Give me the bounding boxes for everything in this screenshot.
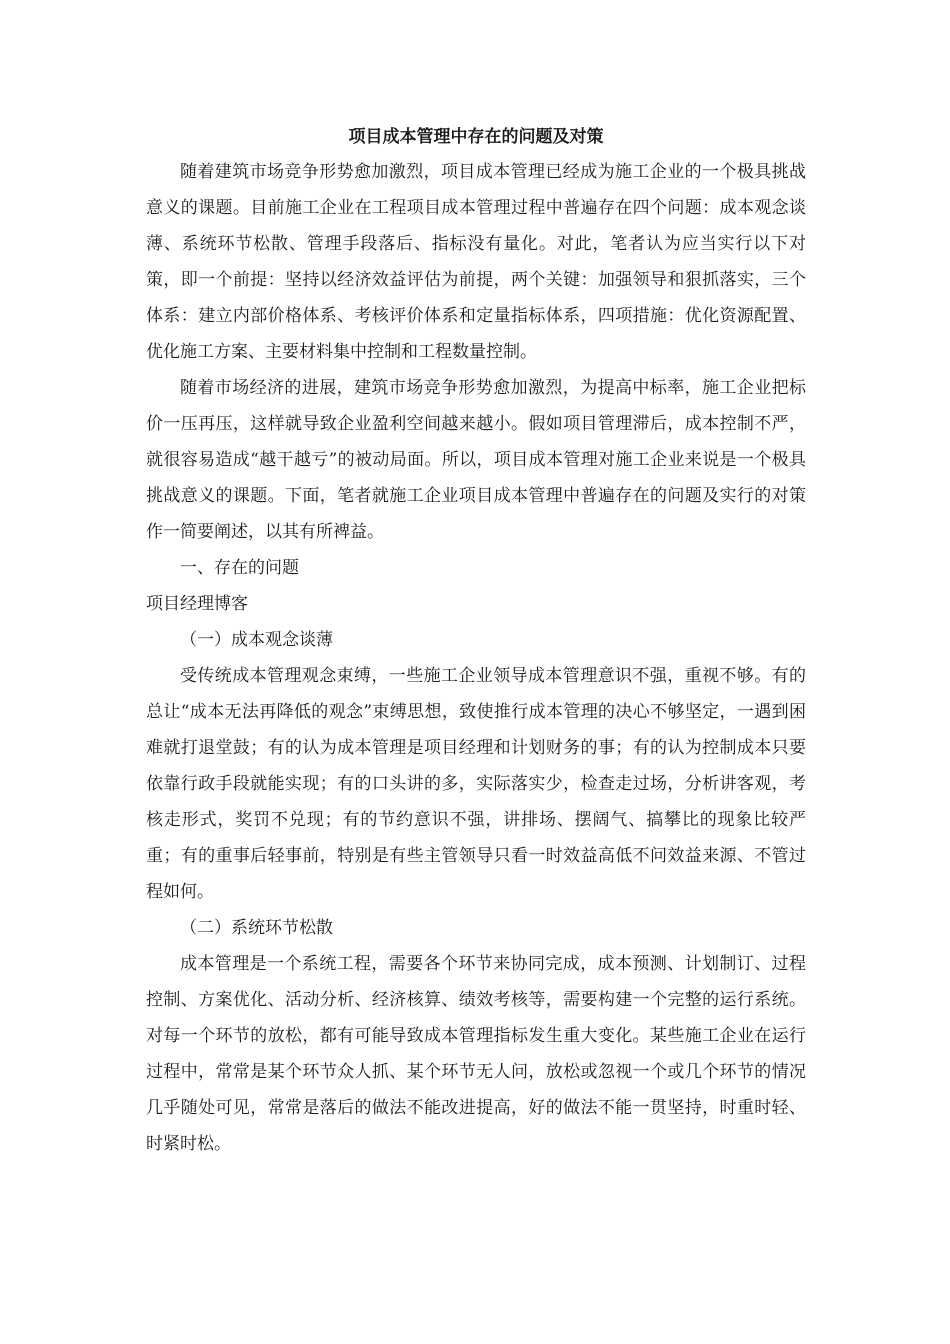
document-title: 项目成本管理中存在的问题及对策 — [348, 127, 604, 147]
background-paragraph: 随着市场经济的进展，建筑市场竞争形势愈加激烈，为提高中标率，施工企业把标价一压再压，这样就导致企业盈利空间越来越小。假如项目管理滞后，成本控制不严，就很容易造成“越干越亏”的被动局面。所以，项目成本管理对施工企业来说是一个极具挑战意义的课题。下面，笔者就施工企业项目成本管理中普遍存在的问题及实行的对策作一简要阐述，以其有所裨益。 — [146, 378, 806, 542]
document-body — [146, 120, 806, 1162]
intro-paragraph: 随着建筑市场竞争形势愈加激烈，项目成本管理已经成为施工企业的一个极具挑战意义的课题。目前施工企业在工程项目成本管理过程中普遍存在四个问题：成本观念谈薄、系统环节松散、管理手段落后、指标没有量化。对此，笔者认为应当实行以下对策，即一个前提：坚持以经济效益评估为前提，两个关键：加强领导和狠抓落实，三个体系：建立内部价格体系、考核评价体系和定量指标体系，四项措施：优化资源配置、优化施工方案、主要材料集中控制和工程数量控制。 — [146, 162, 806, 362]
subsection-1-body: 受传统成本管理观念束缚，一些施工企业领导成本管理意识不强，重视不够。有的总让“成本无法再降低的观念”束缚思想，致使推行成本管理的决心不够坚定，一遇到困难就打退堂鼓；有的认为成本管理是项目经理和计划财务的事；有的认为控制成本只要依靠行政手段就能实现；有的口头讲的多，实际落实少，检查走过场，分析讲客观，考核走形式，奖罚不兑现；有的节约意识不强，讲排场、摆阔气、搞攀比的现象比较严重；有的重事后轻事前，特别是有些主管领导只看一时效益高低不问效益来源、不管过程如何。 — [146, 666, 806, 902]
section-heading: 一、存在的问题 — [180, 558, 299, 578]
subsection-2-body: 成本管理是一个系统工程，需要各个环节来协同完成，成本预测、计划制订、过程控制、方案优化、活动分析、经济核算、绩效考核等，需要构建一个完整的运行系统。对每一个环节的放松，都有可能导致成本管理指标发生重大变化。某些施工企业在运行过程中，常常是某个环节众人抓、某个环节无人问，放松或忽视一个或几个环节的情况几乎随处可见，常常是落后的做法不能改进提高，好的做法不能一贯坚持，时重时轻、时紧时松。 — [146, 954, 806, 1154]
blog-line: 项目经理博客 — [146, 594, 248, 614]
subsection-1-heading: （一）成本观念谈薄 — [180, 630, 333, 650]
subsection-2-heading: （二）系统环节松散 — [180, 918, 333, 938]
